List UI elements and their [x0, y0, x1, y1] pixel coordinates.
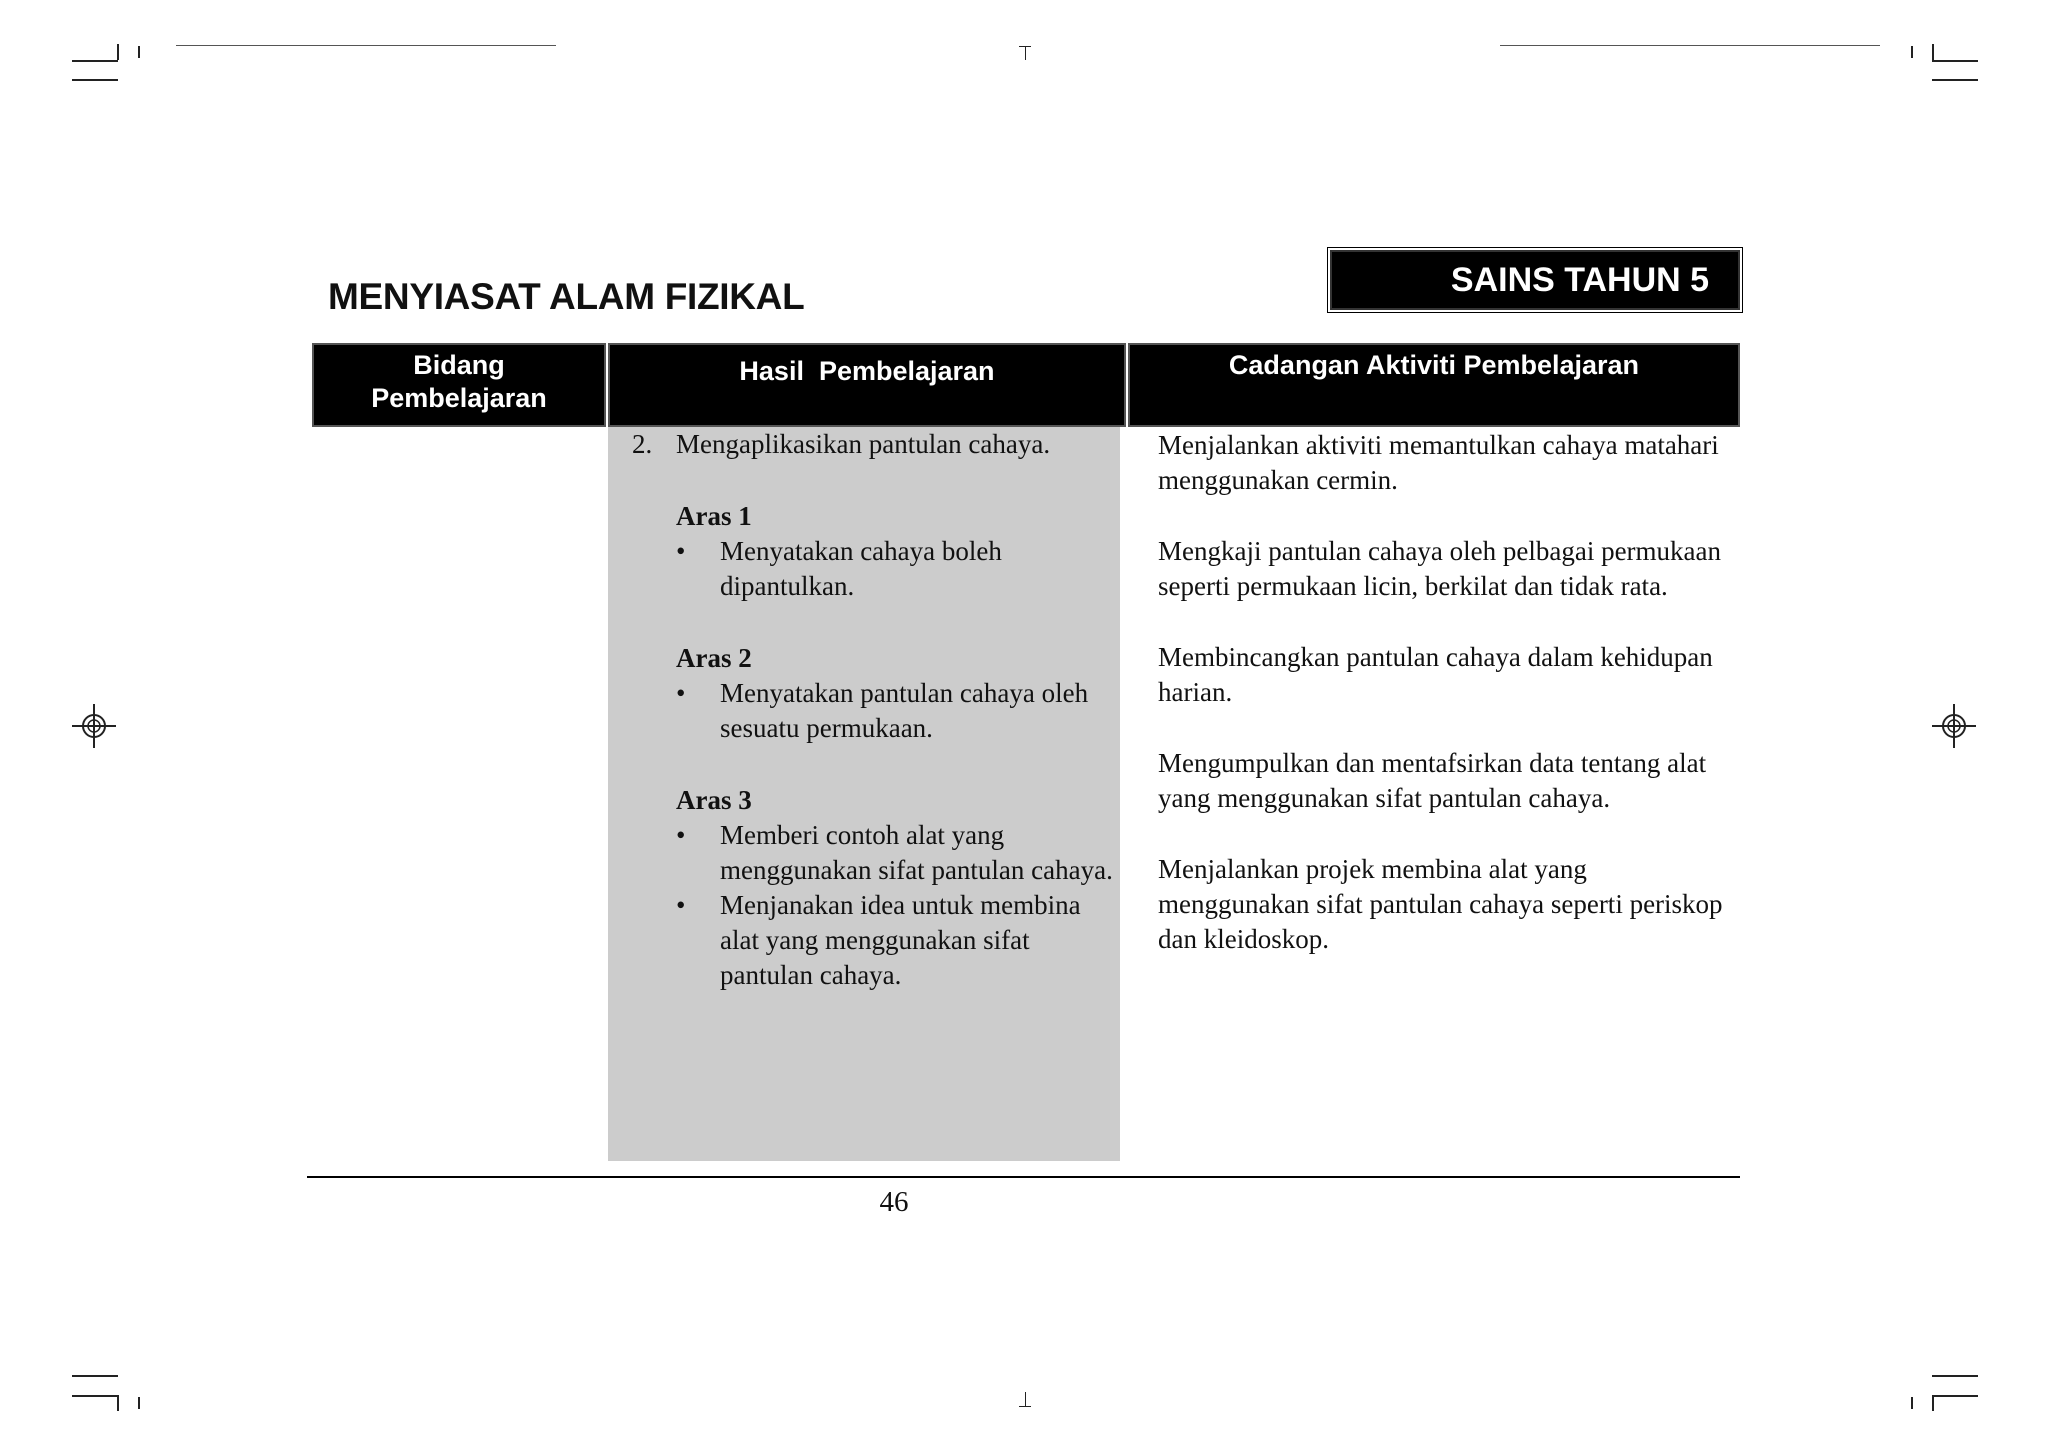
list-item — [676, 818, 1120, 888]
activity-item: Mengkaji pantulan cahaya oleh pelbagai permukaan seperti permukaan licin, berkilat dan tidak rata. — [1158, 536, 1722, 601]
level-bullet-text: Memberi contoh alat yang menggunakan sifat pantulan cahaya. — [720, 820, 1113, 885]
level-bullet-text: Menyatakan pantulan cahaya oleh sesuatu permukaan. — [720, 678, 1089, 743]
bullet-icon: • — [676, 890, 686, 920]
level-bullet-text: Menyatakan cahaya boleh dipantulkan. — [720, 536, 1002, 601]
registration-mark-left-icon — [70, 702, 118, 750]
registration-mark-right-icon — [1930, 702, 1978, 750]
hasil-cell — [632, 427, 1120, 993]
column-header-bidang — [312, 343, 606, 427]
list-item — [676, 534, 1120, 604]
activity-item: Menjalankan aktiviti memantulkan cahaya matahari menggunakan cermin. — [1158, 430, 1719, 495]
level-title: Aras 2 — [676, 643, 752, 673]
learning-outcome — [632, 427, 1120, 462]
footer-rule — [307, 1176, 1740, 1178]
subject-badge: SAINS TAHUN 5 — [1330, 250, 1740, 310]
page-title: MENYIASAT ALAM FIZIKAL — [328, 276, 805, 317]
page-number: 46 — [879, 1186, 909, 1218]
activity-item: Membincangkan pantulan cahaya dalam kehidupan harian. — [1158, 642, 1713, 707]
column-header-hasil: Hasil Pembelajaran — [608, 343, 1126, 427]
level-bullet-text: Menjanakan idea untuk membina alat yang menggunakan sifat pantulan cahaya. — [720, 890, 1081, 990]
outcome-number: 2. — [632, 429, 653, 459]
bullet-icon: • — [676, 678, 686, 708]
bullet-icon: • — [676, 536, 686, 566]
level-title: Aras 1 — [676, 501, 752, 531]
list-item — [676, 888, 1120, 993]
outcome-statement: Mengaplikasikan pantulan cahaya. — [676, 429, 1051, 459]
column-header-cadangan: Cadangan Aktiviti Pembelajaran — [1128, 343, 1740, 427]
list-item — [676, 676, 1120, 746]
bullet-icon: • — [676, 820, 686, 850]
cadangan-cell — [1158, 428, 1738, 993]
activity-item: Menjalankan projek membina alat yang menggunakan sifat pantulan cahaya seperti periskop dan kleidoskop. — [1158, 854, 1723, 954]
level-title: Aras 3 — [676, 785, 752, 815]
activity-item: Mengumpulkan dan mentafsirkan data tentang alat yang menggunakan sifat pantulan cahaya. — [1158, 748, 1707, 813]
column-header-bidang-line1: Bidang — [413, 350, 505, 380]
column-header-bidang-line2: Pembelajaran — [371, 383, 547, 413]
